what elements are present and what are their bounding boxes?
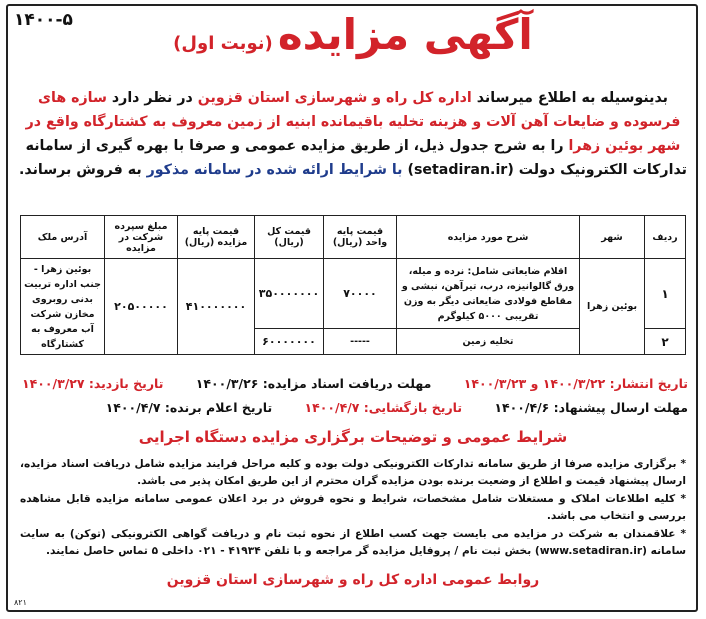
cell-address: بوئین زهرا - جنب اداره تربیت بدنی روبروی مخازن شرکت آب معروف به کشتارگاه [21, 259, 105, 355]
th-base-price: قیمت پایه مزایده (ریال) [178, 216, 255, 259]
conditions-title: شرایط عمومی و توضیحات برگزاری مزایده دستگاه اجرایی [138, 428, 568, 446]
intro-conditions: با شرایط ارائه شده در سامانه مذکور [146, 162, 403, 178]
cell-city: بوئین زهرا [580, 259, 645, 355]
cell-row: ۱ [645, 259, 686, 329]
footer-org: روابط عمومی اداره کل راه و شهرسازی استان قزوین [166, 572, 540, 588]
winner-date: تاریخ اعلام برنده: ۱۴۰۰/۴/۷ [105, 400, 273, 415]
th-desc: شرح مورد مزایده [397, 216, 580, 259]
intro-text-3: را به شرح جدول ذیل، از طریق مزایده عمومی و صرفا با بهره گیری از سامانه تدارکات الکترونیک دولت [25, 138, 687, 178]
visit-date: تاریخ بازدید: ۱۴۰۰/۳/۲۷ [21, 376, 164, 391]
cell-desc: تخلیه زمین [397, 329, 580, 355]
intro-text-2: در نظر دارد [111, 90, 193, 106]
intro-org: اداره کل راه و شهرسازی استان قزوین [197, 90, 472, 106]
th-total-price: قیمت کل (ریال) [255, 216, 324, 259]
doc-deadline: مهلت دریافت اسناد مزایده: ۱۴۰۰/۳/۲۶ [195, 376, 432, 391]
th-unit-price: قیمت پایه واحد (ریال) [324, 216, 397, 259]
ad-title [0, 10, 706, 59]
ad-code: ۱۴۰۰-۵ [14, 10, 73, 30]
publish-date: تاریخ انتشار: ۱۴۰۰/۳/۲۲ و ۱۴۰۰/۳/۲۳ [463, 376, 688, 391]
ad-title-round: (نوبت اول) [173, 33, 273, 54]
condition-item: * علاقمندان به شرکت در مزایده می بایست جهت کسب اطلاع از نحوه ثبت نام و دریافت گواهی الکترونیکی (توکن) به سایت سامانه (www.setadiran.ir) بخش ثبت نام / پروفایل مزایده گر مراجعه و با تلفن ۴۱۹۳۴ - ۰۲۱ داخلی ۵ تماس حاصل نمایند. [20, 528, 686, 557]
cell-total-price: ۳۵۰۰۰۰۰۰۰ [255, 259, 324, 329]
table-row [21, 259, 686, 329]
cell-unit-price: ----- [324, 329, 397, 355]
cell-base-price: ۴۱۰۰۰۰۰۰۰ [178, 259, 255, 355]
page-number: ۸۲۱ [14, 598, 27, 607]
cell-deposit: ۲۰۵۰۰۰۰۰ [105, 259, 178, 355]
intro-site: (setadiran.ir) [407, 162, 514, 178]
intro-text-5: به فروش برساند. [19, 162, 142, 178]
opening-date: تاریخ بازگشایی: ۱۴۰۰/۴/۷ [304, 400, 463, 415]
cell-total-price: ۶۰۰۰۰۰۰۰ [255, 329, 324, 355]
auction-table [20, 215, 686, 355]
condition-item: * برگزاری مزایده صرفا از طریق سامانه تدارکات الکترونیکی دولت بوده و کلیه مراحل فرایند مزایده شامل دریافت اسناد مزایده، ارسال پیشنهاد قیمت و اطلاع از وضعیت برنده بودن مزایده گران محترم از این طریق امکان پذیر می باشد. [20, 458, 686, 487]
th-city: شهر [580, 216, 645, 259]
conditions-list [20, 456, 686, 561]
dates-line-1 [18, 376, 688, 391]
ad-title-main: آگهی مزایده [277, 10, 533, 59]
dates-line-2 [18, 400, 688, 415]
th-row: ردیف [645, 216, 686, 259]
th-deposit: مبلغ سپرده شرکت در مزایده [105, 216, 178, 259]
cell-desc: اقلام ضایعاتی شامل: نرده و میله، ورق گالوانیزه، درب، تیرآهن، نبشی و مقاطع فولادی ضایعاتی دیگر به وزن تقریبی ۵۰۰۰ کیلوگرم [397, 259, 580, 329]
cell-row: ۲ [645, 329, 686, 355]
th-address: آدرس ملک [21, 216, 105, 259]
table-header-row [21, 216, 686, 259]
cell-unit-price: ۷۰۰۰۰ [324, 259, 397, 329]
intro-paragraph [18, 86, 688, 182]
intro-items: سازه های فرسوده و ضایعات آهن آلات و هزینه تخلیه باقیمانده ابنیه از زمین معروف به کشتارگاه واقع در شهر بوئین زهرا [25, 90, 681, 154]
intro-text-1: بدینوسیله به اطلاع میرساند [476, 90, 669, 106]
condition-item: * کلیه اطلاعات املاک و مستغلات شامل مشخصات، شرایط و نحوه فروش در برد اعلان عمومی سامانه مزایده قابل مشاهده بررسی و انتخاب می باشد. [20, 493, 686, 522]
submit-deadline: مهلت ارسال پیشنهاد: ۱۴۰۰/۴/۶ [494, 400, 688, 415]
